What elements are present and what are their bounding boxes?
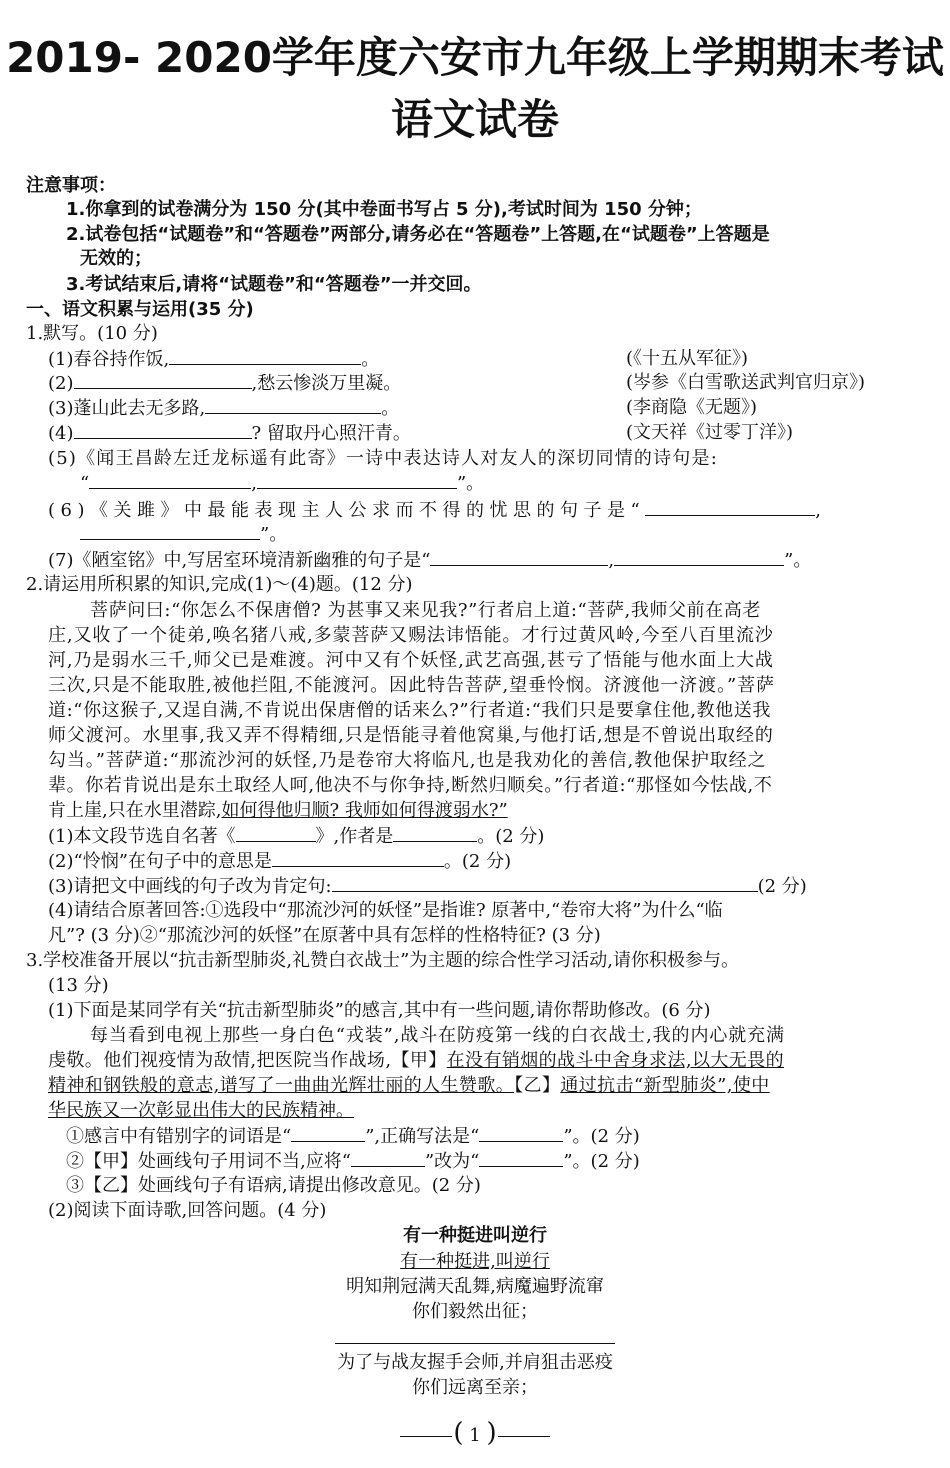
q1-l6-text: (6)《关雎》中最能表现主人公求而不得的忧思的句子是“ [48,500,646,521]
answer-blank[interactable] [351,1149,425,1167]
q1-l2-text: ,愁云惨淡万里凝。 [251,373,402,394]
q2-passage-line: 辈。你若肯说出是东土取经人呵,他决不与你争持,断然归顺矣。”行者道:“那怪如今怯战,不 [48,775,773,796]
q3-text-line [48,1049,950,1073]
answer-blank[interactable] [479,1149,563,1167]
q1-l1-text: (1)春谷持作饭, [48,349,170,370]
q1-l3-end: 。 [381,398,400,419]
q1-line-5: (5)《闻王昌龄左迁龙标遥有此寄》一诗中表达诗人对友人的深切同情的诗句是: [48,448,718,469]
q3-underlined-jia: 在没有销烟的战斗中舍身求法,以大无畏的 [446,1050,784,1071]
poem-line: 你们毅然出征； [412,1301,538,1322]
poem-line: 你们远离至亲； [412,1377,538,1398]
q3-answer-2 [66,1149,950,1174]
q1-l4-text: ? 留取丹心照汗青。 [251,423,411,444]
q1-l3-text: (3)蓬山此去无多路, [48,398,206,419]
answer-blank[interactable] [80,522,260,540]
q3-a2-end: ”。(2 分) [563,1151,640,1172]
q2-s2-end: 。(2 分) [443,851,512,872]
answer-blank[interactable] [272,849,444,867]
q2-passage-line: 三次,只是不能取胜,被他拦阻,不能渡河。因此特告菩萨,望垂怜悯。济渡他一济渡。”菩萨 [48,675,775,696]
comma: , [608,550,615,571]
q3-text-line: 每当看到电视上那些一身白色“戎装”,战斗在防疫第一线的白衣战士,我的内心就充满 [90,1025,785,1046]
q2-sub-1 [48,824,950,849]
q3-heading: 3.学校准备开展以“抗击新型肺炎,礼赞白衣战士”为主题的综合性学习活动,请你积极参与。 [26,950,740,971]
q1-l1-end: 。 [361,349,380,370]
q1-l4-prefix: (4) [48,423,74,444]
q2-passage-text: 肯上崖,只在水里潜踪, [48,800,222,821]
answer-blank[interactable] [74,371,252,389]
q1-l2-prefix: (2) [48,373,74,394]
q3-underlined-jia: 精神和钢铁般的意志,谱写了一曲曲光辉壮丽的人生赞歌。 [48,1075,515,1096]
q2-s2-text: (2)“怜悯”在句子中的意思是 [48,851,272,872]
q1-l1-source: (《十五从军征》) [626,348,749,369]
answer-blank[interactable] [335,1326,615,1344]
q2-passage-line: 道:“你这猴子,又逞自满,不肯说出保唐僧的话来么?”行者道:“我们只是要拿住他,教他送我 [48,700,771,721]
answer-blank[interactable] [430,548,608,566]
q3-marker-yi: 【乙】 [514,1075,561,1096]
q3-underlined-yi: 华民族又一次彰显出伟大的民族精神。 [48,1100,354,1121]
q3-a1-text: ①感言中有错别字的词语是“ [66,1126,292,1147]
section-heading: 一、语文积累与运用(35 分) [26,299,254,320]
q3-a1-end: ”。(2 分) [563,1126,640,1147]
quote-close: ”。 [456,473,485,494]
poem-underlined-line: 有一种挺进,叫逆行 [400,1251,550,1272]
q1-line-7 [48,548,950,573]
page-number-value: 1 [469,1425,481,1446]
exam-title: 2019- 2020学年度六安市九年级上学期期末考试 [6,33,944,82]
q2-sub-2 [48,849,950,874]
poem-blank-line [0,1326,950,1351]
q2-passage-line: 菩萨问曰:“你怎么不保唐僧? 为甚事又来见我?”行者启上道:“菩萨,我师父前在高老 [90,600,762,621]
answer-blank[interactable] [614,548,784,566]
q2-heading: 2.请运用所积累的知识,完成(1)～(4)题。(12 分) [26,574,413,595]
poem-line [0,1250,950,1274]
quote-close: ”。 [260,524,288,545]
quote-close: ”。 [784,550,812,571]
q2-passage-line [48,799,950,823]
notice-heading: 注意事项： [26,175,116,196]
q3-text: 虔敬。他们视疫情为敌情,把医院当作战场,【甲】 [48,1050,447,1071]
notice-item-2: 2.试卷包括“试题卷”和“答题卷”两部分,请务必在“答题卷”上答题,在“试题卷”上答题是 [66,224,770,245]
q1-line-5b [80,471,950,496]
q2-passage-line: 勾当。”菩萨道:“那流沙河的妖怪,乃是卷帘大将临凡,也是我劝化的善信,教他保护取经之 [48,750,767,771]
q2-s1-text: (1)本文段节选自名著《 [48,826,236,847]
q2-sub-4-cont: 凡”? (3 分)②“那流沙河的妖怪”在原著中具有怎样的性格特征? (3 分) [48,925,601,946]
q2-passage-line: 师父渡河。水里事,我又弄不得精细,只是悟能寻着他窝巢,与他打话,想是不曾说出取经的 [48,725,774,746]
notice-item-1: 1.你拿到的试卷满分为 150 分(其中卷面书写占 5 分),考试时间为 150 分钟； [66,199,702,220]
q3-underlined-yi: 通过抗击“新型肺炎”,使中 [560,1075,770,1096]
q3-sub-2: (2)阅读下面诗歌,回答问题。(4 分) [48,1200,327,1221]
q1-line-1 [48,347,950,372]
q3-a2-mid: ”改为“ [424,1151,480,1172]
q3-sub-1: (1)下面是某同学有关“抗击新型肺炎”的感言,其中有一些问题,请你帮助修改。(6 分) [48,1000,711,1021]
comma: , [251,473,257,494]
q2-underlined-sentence: 如何得他归顺? 我师如何得渡弱水?” [221,800,508,821]
exam-subtitle: 语文试卷 [390,95,559,144]
q1-line-3 [48,396,950,421]
page-bracket-right: ) [486,1418,497,1448]
answer-blank[interactable] [236,824,316,842]
answer-blank[interactable] [645,498,815,516]
q1-l3-source: (李商隐《无题》) [626,397,758,418]
q2-s3-text: (3)请把文中画线的句子改为肯定句: [48,876,332,897]
poem-line: 明知荆冠满天乱舞,病魔遍野流窜 [346,1276,604,1297]
poem-title: 有一种挺进叫逆行 [403,1225,547,1246]
answer-blank[interactable] [479,1124,563,1142]
quote-open: “ [80,473,90,494]
q1-line-4 [48,421,950,446]
page-bracket-left: ( [453,1418,464,1448]
answer-blank[interactable] [393,824,477,842]
answer-blank[interactable] [257,471,457,489]
q3-text-line [48,1099,950,1123]
q1-line-2 [48,371,950,396]
q2-s1-end: 。(2 分) [477,826,545,847]
q2-passage-line: 河,乃是弱水三千,师父已是难渡。河中又有个妖怪,武艺高强,甚亏了悟能与他水面上大战 [48,650,774,671]
q3-a1-mid: ”,正确写法是“ [365,1126,480,1147]
answer-blank[interactable] [89,471,251,489]
q1-line-6 [48,498,950,523]
comma: , [815,500,821,521]
notice-item-3: 3.考试结束后,请将“试题卷”和“答题卷”一并交回。 [66,274,482,295]
q2-sub-4: (4)请结合原著回答:①选段中“那流沙河的妖怪”是指谁? 原著中,“卷帘大将”为什么“临 [48,900,723,921]
q3-text-line [48,1074,950,1098]
q2-s1-mid: 》,作者是 [315,826,394,847]
answer-blank[interactable] [169,347,361,365]
q2-passage-line: 庄,又收了一个徒弟,唤名猪八戒,多蒙菩萨又赐法讳悟能。才行过黄风岭,今至八百里流沙 [48,625,774,646]
q2-s3-end: (2 分) [757,876,807,897]
poem-line: 为了与战友握手会师,并肩狙击恶疫 [337,1352,613,1373]
answer-blank[interactable] [332,874,758,892]
answer-blank[interactable] [291,1124,365,1142]
q2-sub-3 [48,874,950,899]
answer-blank[interactable] [74,421,252,439]
q1-l2-source: (岑参《白雪歌送武判官归京》) [626,372,866,393]
answer-blank[interactable] [205,396,381,414]
q3-score: (13 分) [48,975,109,996]
page-number [0,1418,950,1448]
q1-l4-source: (文天祥《过零丁洋》) [626,422,794,443]
notice-item-2-cont: 无效的； [80,248,152,269]
q1-heading: 1.默写。(10 分) [26,323,158,344]
q1-l7-text: (7)《陋室铭》中,写居室环境清新幽雅的句子是“ [48,550,431,571]
q3-answer-1 [66,1124,950,1149]
q3-a2-text: ②【甲】处画线句子用词不当,应将“ [66,1151,351,1172]
q1-line-6b [80,522,950,547]
q3-answer-3: ③【乙】处画线句子有语病,请提出修改意见。(2 分) [66,1175,481,1196]
